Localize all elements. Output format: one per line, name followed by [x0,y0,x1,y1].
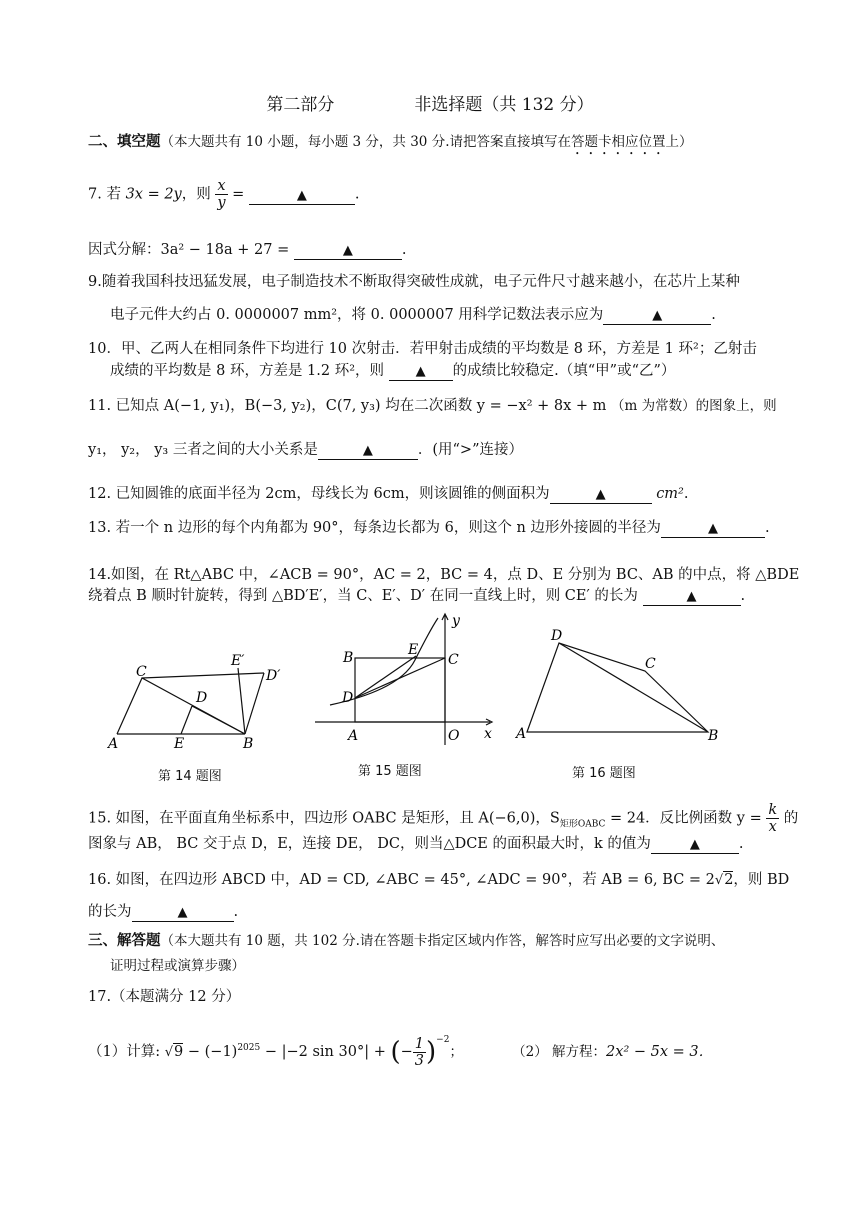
q7-frac-den: y [217,195,226,211]
q16-line1-pre: 16. 如图，在四边形 ABCD 中，AD = CD, ∠ABC = 45°, ∠ADC = 90°，若 AB = 6, BC = 2 [88,872,715,888]
section2-note-pre: （本大题共有 10 小题，每小题 3 分，共 30 分.请把答案直接填写在 [160,134,571,150]
q15-line1-post: 的 [779,810,799,827]
q16-end: . [233,904,239,920]
q9-end: . [711,307,716,323]
q17-part1-frac-num: 1 [414,1035,424,1052]
q14-line2-text: 绕着点 B 顺时针旋转，得到 △BD′E′，当 C、E′、D′ 在同一直线上时，则 CE′ 的长为 [88,588,638,604]
fig15-label-d: D [342,690,354,706]
q10-line2-end: 的成绩比较稳定.（填“甲”或“乙”） [452,363,676,379]
q7-equation: 3x = 2y [125,186,182,203]
q16-line2-text: 的长为 [88,904,132,920]
question-9-line1: 9.随着我国科技迅猛发展，电子制造技术不断取得突破性成就，电子元件尺寸越来越小，在芯片上某种 [88,274,740,290]
question-15-line2 [88,834,744,854]
q9-answer-mark: ▲ [652,308,663,323]
fig14-triangle-abc [117,678,245,734]
section2-header [88,132,692,158]
fig14-label-c: C [136,664,147,680]
q16-line1-post: ，则 BD [733,872,790,888]
question-14-line2 [88,586,745,606]
fig16-diagonal-bd [559,643,708,732]
q17-part1-fraction [413,1036,426,1069]
question-11-line1 [88,396,777,416]
question-10-line2 [110,361,675,381]
question-16-line2 [88,902,238,922]
q7-number: 7. [88,186,102,203]
question-10-line1: 10．甲、乙两人在相同条件下均进行 10 次射击．若甲射击成绩的平均数是 8 环，方差是 1 环²；乙射击 [88,341,757,357]
fig15-line-dc [355,658,445,698]
question-11-line2 [88,440,523,460]
part-title [0,95,860,115]
q17-part1-root: 9 [174,1044,184,1060]
question-16-line1: 16. 如图，在四边形 ABCD 中，AD = CD, ∠ABC = 45°, ∠ADC = 90°，若 AB = 6, BC = 2√2，则 BD [88,872,790,888]
q10-answer-blank[interactable] [389,363,453,381]
q17-part1-label: （1）计算: [88,1044,161,1060]
q11-line1-post: （m 为常数）的图象上，则 [611,398,777,414]
fig16-label-d: D [551,628,563,644]
q14-end: . [740,588,746,604]
q15-line1-pre: 15. 如图，在平面直角坐标系中，四边形 OABC 是矩形，且 A(−6,0)，S [88,810,560,827]
q15-end: . [738,836,744,852]
q7-mid: ，则 [181,186,211,203]
q10-line2-text: 成绩的平均数是 8 环，方差是 1.2 环²，则 [110,363,385,379]
q17-part1-b: − |−2 sin 30°| + [260,1044,391,1060]
q15-subscript: 矩形OABC [559,819,606,830]
figure-15 [310,610,510,750]
q11-line1-pre: 11. 已知点 A(−1, y₁)，B(−3, y₂)，C(7, y₃) 均在二次函数 y = −x² + 8x + m [88,398,607,414]
fig14-line-cd-prime [142,673,264,678]
q15-answer-mark: ▲ [689,837,700,852]
q15-line2-text: 图象与 AB， BC 交于点 D，E，连接 DE， DC，则当△DCE 的面积最大时，k 的值为 [88,836,651,852]
part-label: 第二部分 [266,95,335,115]
question-15-line1 [88,802,798,835]
fig15-caption: 第 15 题图 [358,764,422,779]
q17-part1-end: ； [449,1044,463,1060]
fig15-label-x: x [484,726,492,742]
question-12 [88,484,688,504]
fig16-caption: 第 16 题图 [572,766,636,781]
question-7 [88,178,360,211]
fig14-label-a: A [108,736,119,752]
q8-answer-mark: ▲ [342,243,353,258]
q7-pre: 若 [106,186,121,203]
q14-answer-blank[interactable] [643,588,741,606]
section2-label: 二、填空题 [88,133,161,150]
q15-frac-den: x [768,819,777,835]
q9-answer-blank[interactable] [603,307,711,325]
q16-root: 2 [724,872,734,888]
q11-line2-text: y₁， y₂， y₃ 三者之间的大小关系是 [88,442,318,458]
q15-answer-blank[interactable] [651,836,739,854]
q7-frac-num: x [217,178,226,194]
q17-part1-exp2: −2 [436,1035,450,1045]
q7-eqsign: = [227,186,245,203]
question-17-head: 17.（本题满分 12 分） [88,989,241,1005]
q16-answer-blank[interactable] [132,904,234,922]
fig14-line-be-prime [238,668,245,734]
fig15-label-c: C [448,652,459,668]
q8-text: 因式分解：3a² − 18a + 27 = [88,242,290,258]
fig14-line-bd-prime [245,673,264,734]
question-13 [88,518,770,538]
q8-end: . [401,242,407,258]
section3-note-line2: 证明过程或演算步骤） [110,958,245,974]
section3-note-line1: （本大题共有 10 题，共 102 分.请在答题卡指定区域内作答，解答时应写出必要的文字说明、 [160,933,725,949]
fig16-label-a: A [516,726,527,742]
figure-16 [510,620,730,750]
question-9-line2 [110,305,716,325]
q13-text: 13. 若一个 n 边形的每个内角都为 90°，每条边长都为 6，则这个 n 边形外接圆的半径为 [88,520,661,536]
fig14-label-b: B [243,736,254,752]
fig16-quadrilateral [527,643,708,732]
fig15-label-e: E [408,642,419,658]
q13-answer-mark: ▲ [707,521,718,536]
fig15-label-o: O [448,728,460,744]
q13-answer-blank[interactable] [661,520,765,538]
q11-line2-end: ．(用“>”连接） [417,442,523,458]
section3-header [88,931,724,951]
fig14-label-d: D [196,690,208,706]
q12-text: 12. 已知圆锥的底面半径为 2cm，母线长为 6cm，则该圆锥的侧面积为 [88,486,550,502]
q13-end: . [764,520,770,536]
fig14-label-e: E [174,736,185,752]
question-17-parts: （1）计算: $√9 - (-1)^{2025} - |-2$ sin 30°| + (− $\frac{1}{3}$ )$^{-2}$； （2） 解方程：2x² − 5x = 3． [88,1035,714,1069]
q10-answer-mark: ▲ [415,364,426,379]
q15-fraction [766,802,779,835]
fig16-label-c: C [645,656,656,672]
q16-answer-mark: ▲ [177,905,188,920]
fig14-line-de [181,706,192,734]
q17-part1-frac-den: 3 [414,1052,424,1069]
question-14-line1: 14.如图，在 Rt△ABC 中，∠ACB = 90°，AC = 2，BC = 4，点 D、E 分别为 BC、AB 的中点，将 △BDE [88,567,800,583]
q12-unit: cm² [656,486,684,502]
section3-label: 三、解答题 [88,932,161,949]
q12-end: . [683,486,689,502]
question-8 [88,240,406,260]
q17-part2-equation: 2x² − 5x = 3． [606,1044,714,1060]
fig14-caption: 第 14 题图 [158,769,222,784]
fig15-label-b: B [343,650,354,666]
q12-answer-mark: ▲ [595,487,606,502]
fig15-label-y: y [452,613,460,629]
fig14-label-d-prime: D′ [266,668,281,684]
q11-answer-mark: ▲ [362,443,373,458]
section2-note-emph: 答题卡相应位置 [570,134,666,150]
q7-answer-mark: ▲ [296,187,307,203]
q17-part2-label: （2） 解方程： [512,1044,607,1060]
part-heading: 非选择题（共 132 分） [414,95,594,115]
q7-answer-blank[interactable] [249,187,355,205]
q17-part1-exp: 2025 [237,1043,261,1054]
q9-line2-text: 电子元件大约占 0. 0000007 mm²，将 0. 0000007 用科学记数法表示应为 [110,307,604,323]
q11-answer-blank[interactable] [318,442,418,460]
q8-answer-blank[interactable] [294,242,402,260]
fig14-line-bd [192,706,245,734]
fig15-label-a: A [348,728,359,744]
q14-answer-mark: ▲ [686,589,697,604]
fig14-label-e-prime: E′ [231,653,245,669]
figure-14 [100,640,300,755]
fig15-line-de [355,656,416,698]
q17-part1-a: − (−1) [183,1044,238,1060]
q15-line1-mid: = 24．反比例函数 y = [605,810,762,827]
q15-frac-num: k [768,802,778,818]
section2-note-post: 上） [665,134,693,150]
q7-end: . [354,186,360,203]
q7-fraction [215,178,227,211]
fig16-label-b: B [708,728,719,744]
section2-note [161,134,693,150]
q12-answer-blank[interactable] [550,486,652,504]
